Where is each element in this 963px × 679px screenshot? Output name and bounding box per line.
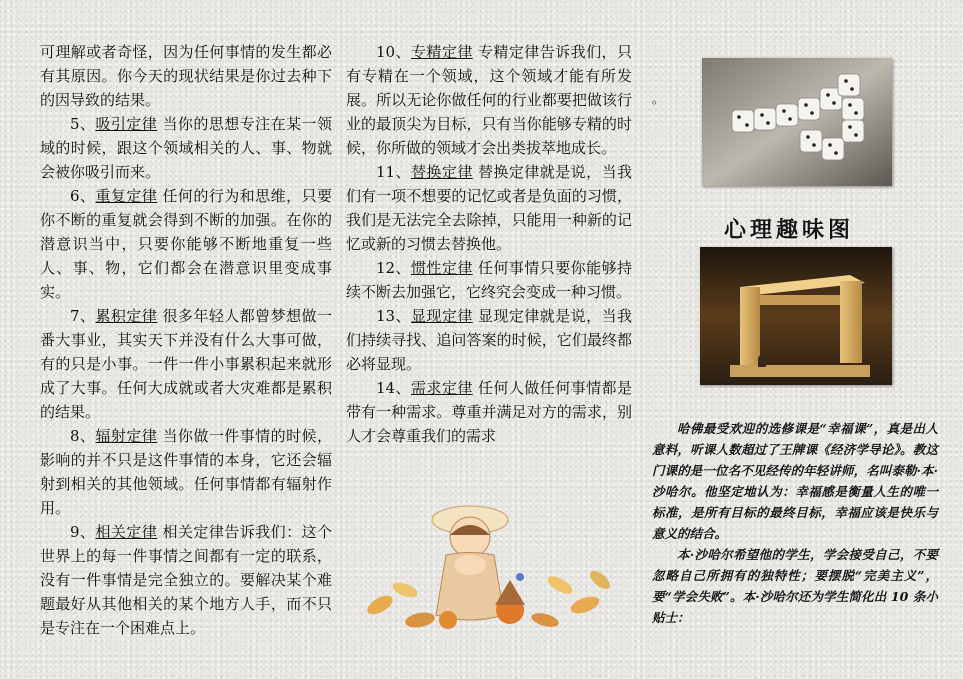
law-14 bbox=[346, 376, 632, 448]
law-10 bbox=[346, 40, 632, 160]
law-name: 吸引定律 bbox=[95, 115, 158, 133]
girl-figure bbox=[432, 506, 525, 629]
law-name: 需求定律 bbox=[410, 379, 473, 397]
law-8 bbox=[40, 424, 332, 520]
law-text: 任何的行为和思维，只要你不断的重复就会得到不断的加强。在你的潜意识当中，只要你能够不断地重复一些人、事、物，它们都会在潜意识里变成事实。 bbox=[40, 187, 332, 301]
middle-column bbox=[346, 40, 632, 448]
law-name: 重复定律 bbox=[95, 187, 158, 205]
left-column bbox=[40, 40, 332, 640]
law-text: 显现定律就是说，当我们持续寻找、追问答案的时候，它们最终都必将显现。 bbox=[346, 307, 632, 373]
law-text: 当你的思想专注在某一领域的时候，跟这个领域相关的人、事、物就会被你吸引而来。 bbox=[40, 115, 332, 181]
girl-illustration bbox=[360, 495, 620, 645]
law-number: 9、 bbox=[70, 523, 96, 541]
law-number: 14、 bbox=[376, 379, 411, 397]
law-text: 专精定律告诉我们，只有专精在一个领域，这个领域才能有所发展。所以无论你做任何的行业都要把做该行业的最顶尖为目标，只有当你能够专精的时候，你所做的领域才会出类拔萃地成长。 bbox=[346, 43, 632, 157]
law-9 bbox=[40, 520, 332, 640]
law-11 bbox=[346, 160, 632, 256]
law-number: 7、 bbox=[70, 307, 96, 325]
law-name: 相关定律 bbox=[95, 523, 158, 541]
law-name: 累积定律 bbox=[95, 307, 158, 325]
law-number: 5、 bbox=[70, 115, 96, 133]
law-name: 辐射定律 bbox=[95, 427, 158, 445]
law-number: 10、 bbox=[376, 43, 411, 61]
law-name: 专精定律 bbox=[410, 43, 473, 61]
intro-paragraph: 可理解或者奇怪，因为任何事情的发生都必有其原因。你今天的现状结果是你过去种下的因导致的结果。 bbox=[40, 43, 332, 109]
law-number: 12、 bbox=[376, 259, 411, 277]
law-12 bbox=[346, 256, 632, 304]
law-7 bbox=[40, 304, 332, 424]
law-text: 很多年轻人都曾梦想做一番大事业，其实天下并没有什么大事可做，有的只是小事。一件一件小事累积起来就形成了大事。任何大成就或者大灾难都是累积的结果。 bbox=[40, 307, 332, 421]
section-title: 心理趣味图 bbox=[724, 218, 855, 243]
law-text: 任何事情只要你能够持续不断去加强它，它终究会变成一种习惯。 bbox=[346, 259, 632, 301]
law-name: 显现定律 bbox=[410, 307, 473, 325]
law-text: 替换定律就是说，当我们有一项不想要的记忆或者是负面的习惯，我们是无法完全去除掉，只能用一种新的记忆或新的习惯去替换他。 bbox=[346, 163, 632, 253]
law-number: 8、 bbox=[70, 427, 96, 445]
law-text: 相关定律告诉我们：这个世界上的每一件事情之间都有一定的联系，没有一件事情是完全独立的。要解决某个难题最好从其他相关的某个地方人手，而不只是专注在一个困难点上。 bbox=[40, 523, 332, 637]
dice-illusion-image bbox=[702, 58, 892, 186]
law-text: 当你做一件事情的时候，影响的并不只是这件事情的本身，它还会辐射到相关的其他领域。任何事情都有辐射作用。 bbox=[40, 427, 332, 517]
law-name: 惯性定律 bbox=[410, 259, 473, 277]
law-number: 6、 bbox=[70, 187, 96, 205]
law-name: 替换定律 bbox=[410, 163, 473, 181]
law-text: 任何人做任何事情都是带有一种需求。尊重并满足对方的需求，别人才会尊重我们的需求 bbox=[346, 379, 632, 445]
law-number: 13、 bbox=[376, 307, 411, 325]
law-13 bbox=[346, 304, 632, 376]
arch-illusion-image bbox=[700, 247, 892, 385]
tips-paragraph: 本·沙哈尔希望他的学生，学会接受自己，不要忽略自己所拥有的独特性；要摆脱“完美主义”，要“学会失败”。本·沙哈尔还为学生简化出 10 条小贴士： bbox=[652, 547, 938, 625]
harvard-paragraph: 哈佛最受欢迎的选修课是“幸福课”，真是出人意料，听课人数超过了王牌课《经济学导论》。教这门课的是一位名不见经传的年轻讲师，名叫泰勒·本·沙哈尔。他坚定地认为：幸福感是衡量人生的唯一标准，是所有目标的最终目标，幸福应该是快乐与意义的结合。 bbox=[652, 421, 938, 541]
right-column bbox=[652, 418, 938, 628]
law-5 bbox=[40, 112, 332, 184]
law-number: 11、 bbox=[376, 163, 411, 181]
law-6 bbox=[40, 184, 332, 304]
bullet-mark: 。 bbox=[652, 92, 665, 106]
